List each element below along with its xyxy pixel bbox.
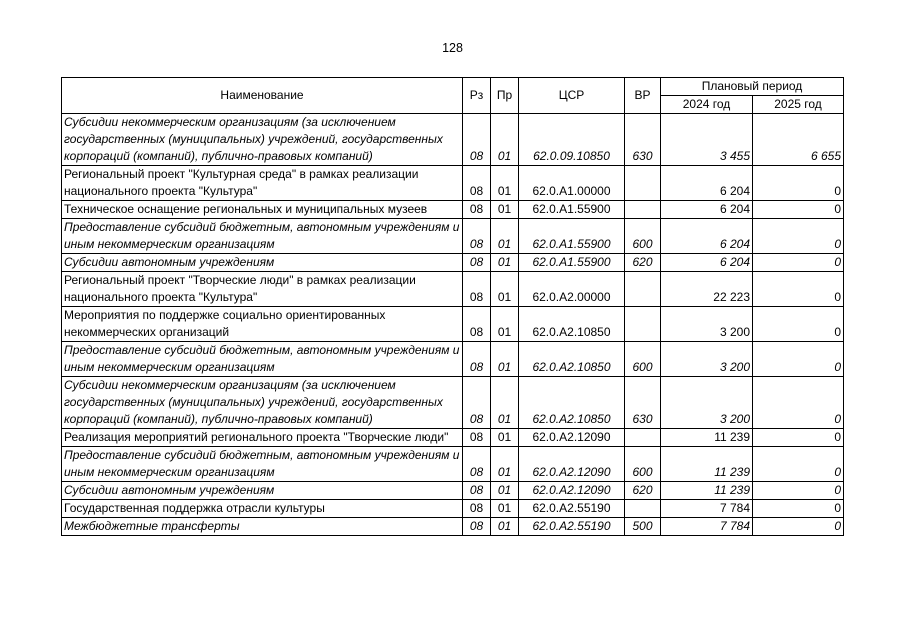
cell-2024: 11 239 <box>661 429 753 447</box>
cell-2025: 0 <box>753 377 844 429</box>
cell-vr: 630 <box>625 377 661 429</box>
cell-rz: 08 <box>463 482 491 500</box>
cell-csr: 62.0.А2.10850 <box>519 307 625 342</box>
cell-2024: 7 784 <box>661 518 753 536</box>
header-pr: Пр <box>491 78 519 114</box>
header-year-2024: 2024 год <box>661 96 753 114</box>
cell-rz: 08 <box>463 307 491 342</box>
cell-2025: 0 <box>753 166 844 201</box>
cell-pr: 01 <box>491 219 519 254</box>
cell-pr: 01 <box>491 518 519 536</box>
cell-csr: 62.0.А2.55190 <box>519 500 625 518</box>
table-row <box>62 377 844 429</box>
cell-vr: 620 <box>625 482 661 500</box>
cell-vr <box>625 166 661 201</box>
cell-csr: 62.0.А1.55900 <box>519 201 625 219</box>
table-row <box>62 342 844 377</box>
cell-rz: 08 <box>463 342 491 377</box>
cell-rz: 08 <box>463 201 491 219</box>
cell-name: Мероприятия по поддержке социально ориентированных некоммерческих организаций <box>62 307 463 342</box>
cell-csr: 62.0.09.10850 <box>519 114 625 166</box>
cell-rz: 08 <box>463 500 491 518</box>
table-row <box>62 447 844 482</box>
table-row <box>62 201 844 219</box>
cell-vr <box>625 272 661 307</box>
cell-vr <box>625 201 661 219</box>
cell-name: Региональный проект "Творческие люди" в рамках реализации национального проекта "Культура" <box>62 272 463 307</box>
cell-2024: 3 200 <box>661 342 753 377</box>
cell-name: Предоставление субсидий бюджетным, автономным учреждениям и иным некоммерческим организациям <box>62 447 463 482</box>
cell-2024: 7 784 <box>661 500 753 518</box>
cell-name: Предоставление субсидий бюджетным, автономным учреждениям и иным некоммерческим организациям <box>62 219 463 254</box>
cell-rz: 08 <box>463 272 491 307</box>
cell-rz: 08 <box>463 166 491 201</box>
cell-2025: 0 <box>753 447 844 482</box>
cell-name: Межбюджетные трансферты <box>62 518 463 536</box>
cell-2024: 3 200 <box>661 307 753 342</box>
cell-2024: 3 455 <box>661 114 753 166</box>
cell-2024: 6 204 <box>661 254 753 272</box>
cell-vr <box>625 429 661 447</box>
cell-csr: 62.0.А1.55900 <box>519 254 625 272</box>
cell-2024: 6 204 <box>661 201 753 219</box>
cell-pr: 01 <box>491 500 519 518</box>
budget-table <box>61 77 844 536</box>
header-name: Наименование <box>62 78 463 114</box>
cell-2024: 6 204 <box>661 219 753 254</box>
cell-pr: 01 <box>491 307 519 342</box>
header-year-2025: 2025 год <box>753 96 844 114</box>
cell-vr: 600 <box>625 447 661 482</box>
cell-2025: 0 <box>753 342 844 377</box>
cell-rz: 08 <box>463 429 491 447</box>
table-header <box>62 78 844 114</box>
cell-csr: 62.0.А2.12090 <box>519 429 625 447</box>
table-row <box>62 254 844 272</box>
cell-2025: 0 <box>753 307 844 342</box>
table-row <box>62 114 844 166</box>
cell-2025: 0 <box>753 254 844 272</box>
cell-name: Реализация мероприятий регионального проекта "Творческие люди" <box>62 429 463 447</box>
cell-pr: 01 <box>491 482 519 500</box>
cell-2024: 3 200 <box>661 377 753 429</box>
table-row <box>62 307 844 342</box>
cell-2025: 0 <box>753 272 844 307</box>
cell-pr: 01 <box>491 377 519 429</box>
cell-vr: 600 <box>625 342 661 377</box>
cell-pr: 01 <box>491 114 519 166</box>
page-number: 128 <box>442 41 463 55</box>
table-row <box>62 272 844 307</box>
cell-pr: 01 <box>491 342 519 377</box>
cell-csr: 62.0.А2.00000 <box>519 272 625 307</box>
table-row <box>62 500 844 518</box>
cell-pr: 01 <box>491 166 519 201</box>
header-rz: Рз <box>463 78 491 114</box>
cell-2025: 0 <box>753 201 844 219</box>
cell-2025: 0 <box>753 500 844 518</box>
cell-name: Техническое оснащение региональных и муниципальных музеев <box>62 201 463 219</box>
cell-name: Субсидии некоммерческим организациям (за исключением государственных (муниципальных) учреждений, государственных корпораций (компаний), публично-правовых компаний) <box>62 114 463 166</box>
cell-csr: 62.0.А2.55190 <box>519 518 625 536</box>
header-plan-period: Плановый период <box>661 78 844 96</box>
cell-csr: 62.0.А2.12090 <box>519 482 625 500</box>
cell-csr: 62.0.А2.10850 <box>519 377 625 429</box>
cell-pr: 01 <box>491 429 519 447</box>
table-row <box>62 166 844 201</box>
cell-rz: 08 <box>463 254 491 272</box>
cell-pr: 01 <box>491 201 519 219</box>
cell-name: Субсидии некоммерческим организациям (за исключением государственных (муниципальных) учреждений, государственных корпораций (компаний), публично-правовых компаний) <box>62 377 463 429</box>
cell-vr <box>625 500 661 518</box>
cell-csr: 62.0.А1.55900 <box>519 219 625 254</box>
cell-2025: 6 655 <box>753 114 844 166</box>
cell-2025: 0 <box>753 482 844 500</box>
cell-vr: 630 <box>625 114 661 166</box>
cell-csr: 62.0.А2.10850 <box>519 342 625 377</box>
cell-csr: 62.0.А2.12090 <box>519 447 625 482</box>
cell-rz: 08 <box>463 518 491 536</box>
cell-pr: 01 <box>491 272 519 307</box>
cell-rz: 08 <box>463 114 491 166</box>
table-row <box>62 219 844 254</box>
cell-2025: 0 <box>753 219 844 254</box>
cell-name: Государственная поддержка отрасли культуры <box>62 500 463 518</box>
cell-name: Субсидии автономным учреждениям <box>62 254 463 272</box>
cell-vr: 620 <box>625 254 661 272</box>
cell-vr: 600 <box>625 219 661 254</box>
cell-name: Субсидии автономным учреждениям <box>62 482 463 500</box>
cell-rz: 08 <box>463 377 491 429</box>
cell-2024: 11 239 <box>661 447 753 482</box>
header-vr: ВР <box>625 78 661 114</box>
table-row <box>62 482 844 500</box>
cell-2024: 6 204 <box>661 166 753 201</box>
header-csr: ЦСР <box>519 78 625 114</box>
cell-rz: 08 <box>463 219 491 254</box>
cell-2025: 0 <box>753 518 844 536</box>
cell-2024: 22 223 <box>661 272 753 307</box>
table-body <box>62 114 844 536</box>
cell-2024: 11 239 <box>661 482 753 500</box>
table-row <box>62 429 844 447</box>
table-row <box>62 518 844 536</box>
cell-pr: 01 <box>491 447 519 482</box>
cell-pr: 01 <box>491 254 519 272</box>
cell-vr: 500 <box>625 518 661 536</box>
cell-2025: 0 <box>753 429 844 447</box>
cell-rz: 08 <box>463 447 491 482</box>
cell-vr <box>625 307 661 342</box>
cell-csr: 62.0.А1.00000 <box>519 166 625 201</box>
cell-name: Предоставление субсидий бюджетным, автономным учреждениям и иным некоммерческим организациям <box>62 342 463 377</box>
cell-name: Региональный проект "Культурная среда" в рамках реализации национального проекта "Культура" <box>62 166 463 201</box>
